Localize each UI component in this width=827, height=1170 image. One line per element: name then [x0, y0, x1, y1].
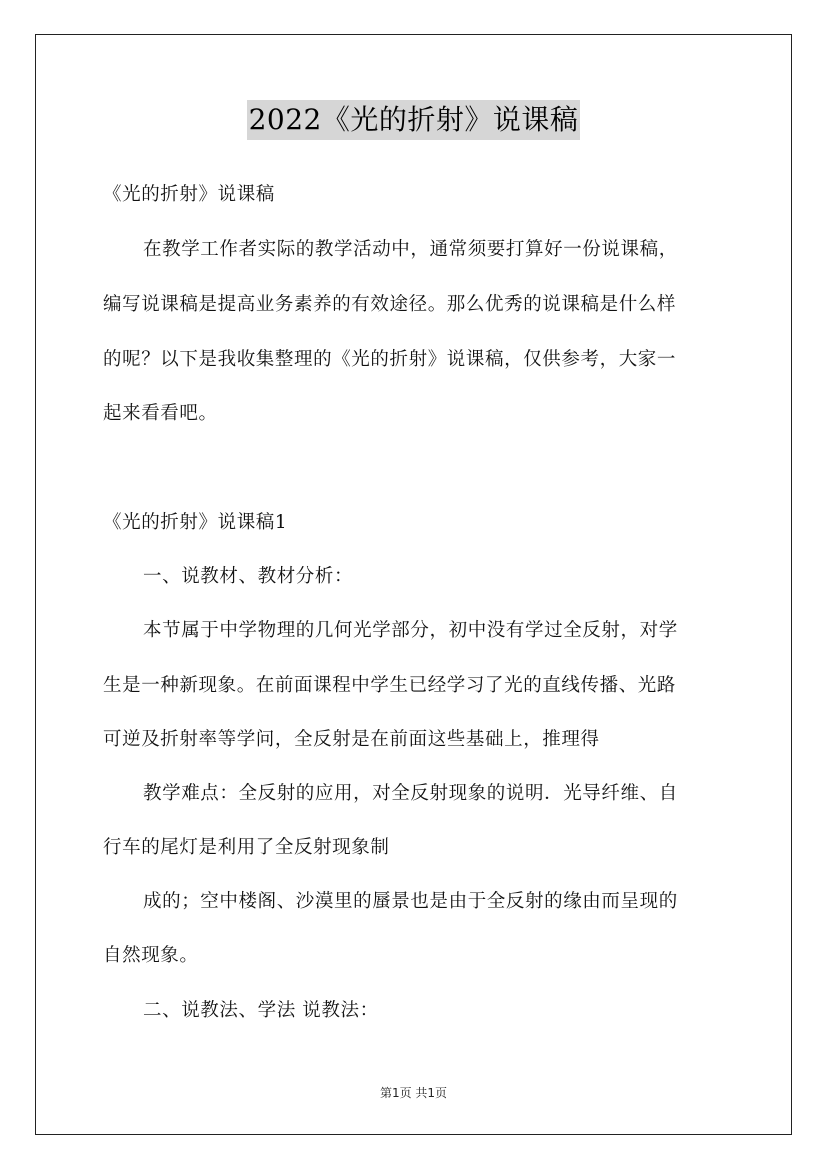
subtitle-line: 《光的折射》说课稿: [103, 184, 275, 205]
paragraph-line: 教学难点：全反射的应用，对全反射现象的说明．光导纤维、自: [143, 783, 678, 804]
section-subheading: 二、说教法、学法 说教法：: [143, 1000, 379, 1021]
paragraph-line: 在教学工作者实际的教学活动中，通常须要打算好一份说课稿，: [143, 239, 678, 260]
section-heading: 《光的折射》说课稿1: [103, 512, 288, 533]
paragraph-line: 的呢？以下是我收集整理的《光的折射》说课稿，仅供参考，大家一: [103, 349, 677, 370]
paragraph-line: 本节属于中学物理的几何光学部分，初中没有学过全反射，对学: [143, 620, 678, 641]
document-title: 2022《光的折射》说课稿: [247, 100, 581, 140]
paragraph-line: 行车的尾灯是利用了全反射现象制: [103, 837, 390, 858]
page-number: 第1页 共1页: [379, 1086, 448, 1100]
paragraph-line: 成的；空中楼阁、沙漠里的蜃景也是由于全反射的缘由而呈现的: [143, 891, 678, 912]
paragraph-line: 编写说课稿是提高业务素养的有效途径。那么优秀的说课稿是什么样: [103, 294, 677, 315]
title-container: [0, 100, 827, 140]
paragraph-line: 自然现象。: [103, 945, 199, 966]
paragraph-line: 生是一种新现象。在前面课程中学生已经学习了光的直线传播、光路: [103, 675, 677, 696]
paragraph-line: 可逆及折射率等学问，全反射是在前面这些基础上，推理得: [103, 729, 600, 750]
section-subheading: 一、说教材、教材分析：: [143, 566, 354, 587]
paragraph-line: 起来看看吧。: [103, 403, 218, 424]
